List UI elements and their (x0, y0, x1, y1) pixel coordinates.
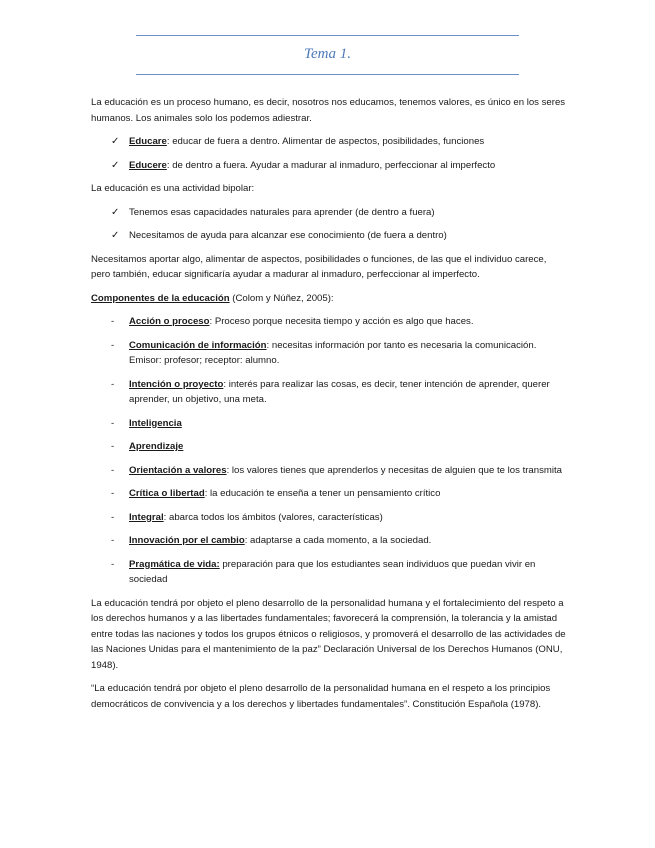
checkmark-icon: ✓ (111, 230, 120, 241)
checkmark-icon: ✓ (111, 206, 120, 218)
constitution-quote: “La educación tendrá por objeto el pleno desarrollo de la personalidad humana en el respeto a los principios democráticos de convivencia y a los derechos y libertades fundamentales”. Constitución Española (1978). (91, 683, 551, 710)
onu-quote: La educación tendrá por objeto el pleno desarrollo de la personalidad humana y el fortalecimiento del respeto a los derechos humanos y a las libertades fundamentales; favorecerá la comprensión, la tolerancia y la amistad entre todas las naciones y todos los grupos étnicos o religiosos, y promoverá el desarrollo de las actividades de las Naciones Unidas para el mantenimiento de la paz” Declaración Universal de los Derechos Humanos (ONU, 1948). (91, 597, 566, 671)
term: Pragmática de vida: (129, 558, 220, 570)
components-list (91, 314, 567, 588)
components-heading-line (91, 291, 567, 307)
list-item (91, 533, 567, 549)
term: Comunicación de información (129, 339, 267, 351)
list-item (91, 158, 567, 174)
list-item (91, 416, 567, 432)
dash-bullet: - (111, 378, 115, 390)
components-citation: (Colom y Núñez, 2005): (229, 292, 334, 304)
list-item (91, 228, 567, 244)
definition: : interés para realizar las cosas, es decir, tener intención de aprender, querer aprender, un objetivo, una meta. (129, 378, 550, 405)
page-title: Tema 1. (304, 46, 351, 62)
term: Integral (129, 511, 164, 523)
definition: preparación para que los estudiantes sean individuos que puedan vivir en sociedad (129, 558, 536, 585)
list-item-text: Necesitamos de ayuda para alcanzar ese conocimiento (de fuera a dentro) (129, 230, 447, 241)
term: Inteligencia (129, 417, 182, 429)
term: Acción o proceso (129, 316, 210, 327)
dash-bullet: - (111, 488, 115, 499)
checkmark-icon: ✓ (111, 136, 120, 147)
term: Educere (129, 159, 167, 171)
list-item (91, 377, 567, 408)
list-item (91, 486, 567, 502)
dash-bullet: - (111, 535, 115, 546)
definition: : abarca todos los ámbitos (valores, características) (163, 511, 383, 523)
dash-bullet: - (111, 417, 115, 429)
bipolar-list (91, 205, 567, 244)
dash-bullet: - (111, 339, 115, 351)
list-item (91, 463, 567, 479)
definition: : Proceso porque necesita tiempo y acción es algo que haces. (209, 316, 474, 327)
list-item (91, 314, 567, 330)
definition: : la educación te enseña a tener un pensamiento crítico (204, 488, 441, 499)
dash-bullet: - (111, 558, 115, 570)
list-item (91, 557, 567, 588)
list-item-text: Tenemos esas capacidades naturales para aprender (de dentro a fuera) (129, 206, 435, 218)
list-item (91, 439, 567, 455)
checkmark-icon: ✓ (111, 159, 120, 171)
definition: : necesitas información por tanto es necesaria la comunicación. Emisor: profesor; receptor: alumno. (129, 339, 537, 366)
definition: : adaptarse a cada momento, a la sociedad. (244, 535, 432, 546)
components-heading: Componentes de la educación (91, 292, 230, 304)
term: Aprendizaje (129, 441, 184, 452)
term: Intención o proyecto (129, 378, 224, 390)
list-item (91, 134, 567, 150)
document-body (91, 95, 567, 720)
dash-bullet: - (111, 464, 115, 476)
dash-bullet: - (111, 316, 115, 327)
definition: : los valores tienes que aprenderlos y necesitas de alguien que te los transmita (226, 464, 563, 476)
need-paragraph: Necesitamos aportar algo, alimentar de aspectos, posibilidades o funciones, de las que el individuo carece, pero también, educar significaría ayudar a madurar al inmaduro, perfeccionar al imperfecto. (91, 253, 547, 280)
etymology-list (91, 134, 567, 173)
dash-bullet: - (111, 511, 115, 523)
term: Innovación por el cambio (129, 535, 245, 546)
definition: : educar de fuera a dentro. Alimentar de aspectos, posibilidades, funciones (166, 136, 485, 147)
definition: : de dentro a fuera. Ayudar a madurar al inmaduro, perfeccionar al imperfecto (166, 159, 496, 171)
term: Crítica o libertad (129, 488, 205, 499)
title-bottom-rule (136, 74, 519, 75)
list-item (91, 205, 567, 221)
bipolar-intro: La educación es una actividad bipolar: (91, 183, 255, 194)
intro-paragraph: La educación es un proceso humano, es decir, nosotros nos educamos, tenemos valores, es único en los seres humanos. Los animales solo los podemos adiestrar. (91, 97, 566, 124)
dash-bullet: - (111, 441, 115, 452)
list-item (91, 510, 567, 526)
term: Educare (129, 136, 167, 147)
term: Orientación a valores (129, 464, 227, 476)
list-item (91, 338, 567, 369)
title-top-rule (136, 35, 519, 36)
